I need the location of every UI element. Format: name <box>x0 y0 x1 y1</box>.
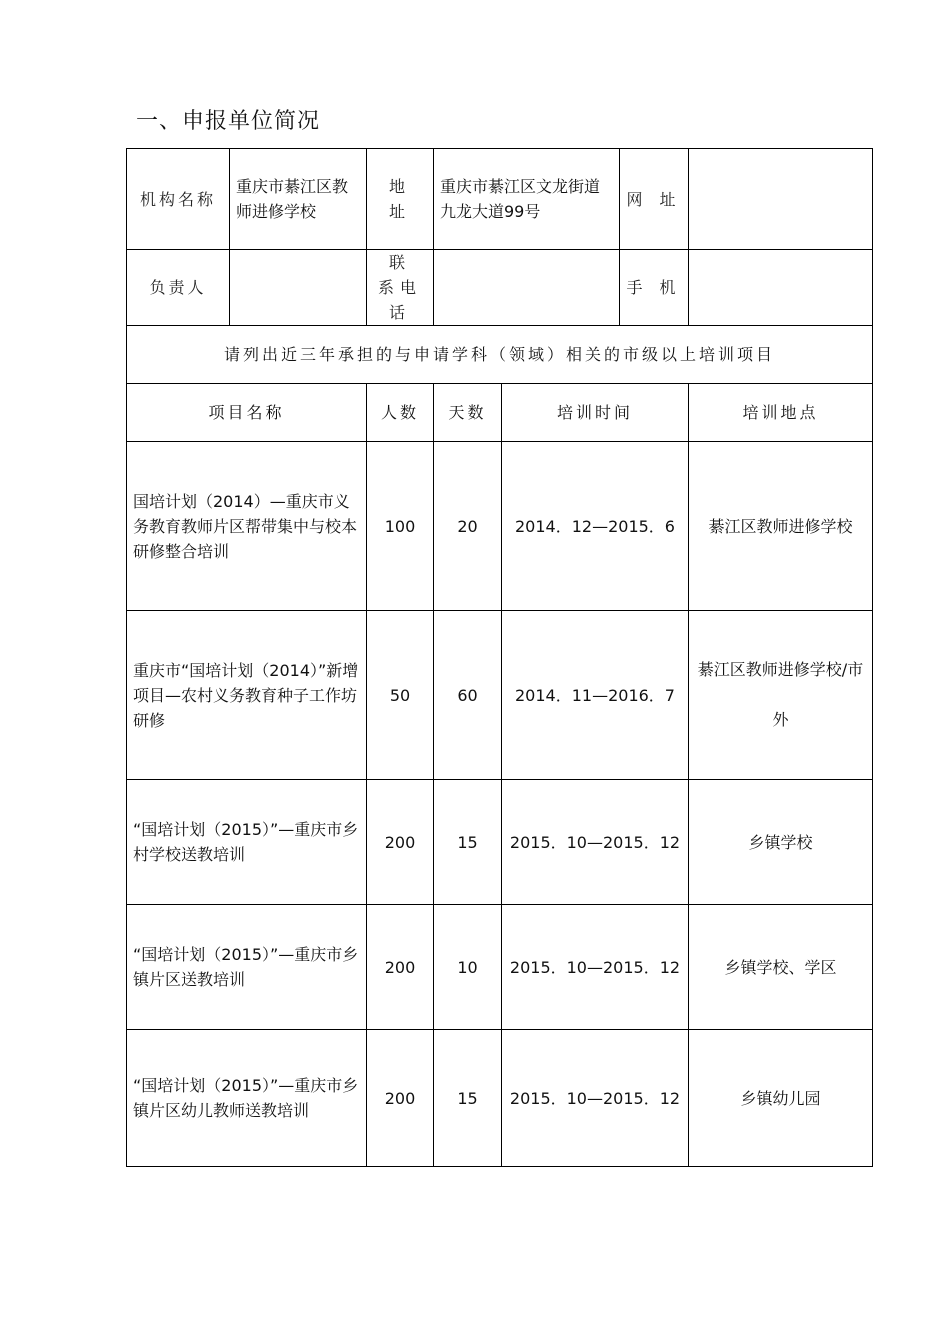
header-people: 人数 <box>367 384 434 442</box>
contact-row <box>127 250 873 326</box>
project-name: “国培计划（2015）”—重庆市乡镇片区幼儿教师送教培训 <box>127 1030 367 1167</box>
leader-label: 负责人 <box>127 250 230 326</box>
table-row <box>127 1030 873 1167</box>
project-days: 20 <box>434 442 502 611</box>
project-days: 60 <box>434 611 502 780</box>
application-form-table <box>126 148 873 1167</box>
org-info-row <box>127 149 873 250</box>
project-people: 200 <box>367 905 434 1030</box>
project-name: 重庆市“国培计划（2014）”新增项目—农村义务教育种子工作坊研修 <box>127 611 367 780</box>
address-label: 地 址 <box>367 149 434 250</box>
instruction-text: 请列出近三年承担的与申请学科（领域）相关的市级以上培训项目 <box>127 326 873 384</box>
project-place: 綦江区教师进修学校 <box>689 442 873 611</box>
instruction-row <box>127 326 873 384</box>
project-people: 200 <box>367 1030 434 1167</box>
project-time: 2015．10—2015．12 <box>502 780 689 905</box>
project-header-row <box>127 384 873 442</box>
project-name: “国培计划（2015）”—重庆市乡村学校送教培训 <box>127 780 367 905</box>
project-place: 乡镇学校、学区 <box>689 905 873 1030</box>
project-time: 2014．11—2016．7 <box>502 611 689 780</box>
website-label: 网 址 <box>620 149 689 250</box>
project-place: 乡镇学校 <box>689 780 873 905</box>
mobile-label: 手 机 <box>620 250 689 326</box>
project-name: “国培计划（2015）”—重庆市乡镇片区送教培训 <box>127 905 367 1030</box>
table-row <box>127 905 873 1030</box>
section-title: 一、申报单位简况 <box>136 109 321 134</box>
phone-value <box>434 250 620 326</box>
mobile-value <box>689 250 873 326</box>
address-value: 重庆市綦江区文龙街道九龙大道99号 <box>434 149 620 250</box>
header-place: 培训地点 <box>689 384 873 442</box>
project-people: 50 <box>367 611 434 780</box>
project-people: 200 <box>367 780 434 905</box>
table-row <box>127 611 873 780</box>
org-name-label: 机构名称 <box>127 149 230 250</box>
phone-label: 联 系电 话 <box>367 250 434 326</box>
leader-value <box>230 250 367 326</box>
project-days: 15 <box>434 780 502 905</box>
header-project-name: 项目名称 <box>127 384 367 442</box>
project-time: 2015．10—2015．12 <box>502 905 689 1030</box>
table-row <box>127 442 873 611</box>
project-days: 15 <box>434 1030 502 1167</box>
project-place: 乡镇幼儿园 <box>689 1030 873 1167</box>
project-name: 国培计划（2014）—重庆市义务教育教师片区帮带集中与校本研修整合培训 <box>127 442 367 611</box>
project-place: 綦江区教师进修学校/市外 <box>689 611 873 780</box>
project-time: 2014．12—2015．6 <box>502 442 689 611</box>
org-name-value: 重庆市綦江区教师进修学校 <box>230 149 367 250</box>
project-time: 2015．10—2015．12 <box>502 1030 689 1167</box>
website-value <box>689 149 873 250</box>
header-days: 天数 <box>434 384 502 442</box>
table-row <box>127 780 873 905</box>
project-people: 100 <box>367 442 434 611</box>
project-days: 10 <box>434 905 502 1030</box>
header-time: 培训时间 <box>502 384 689 442</box>
